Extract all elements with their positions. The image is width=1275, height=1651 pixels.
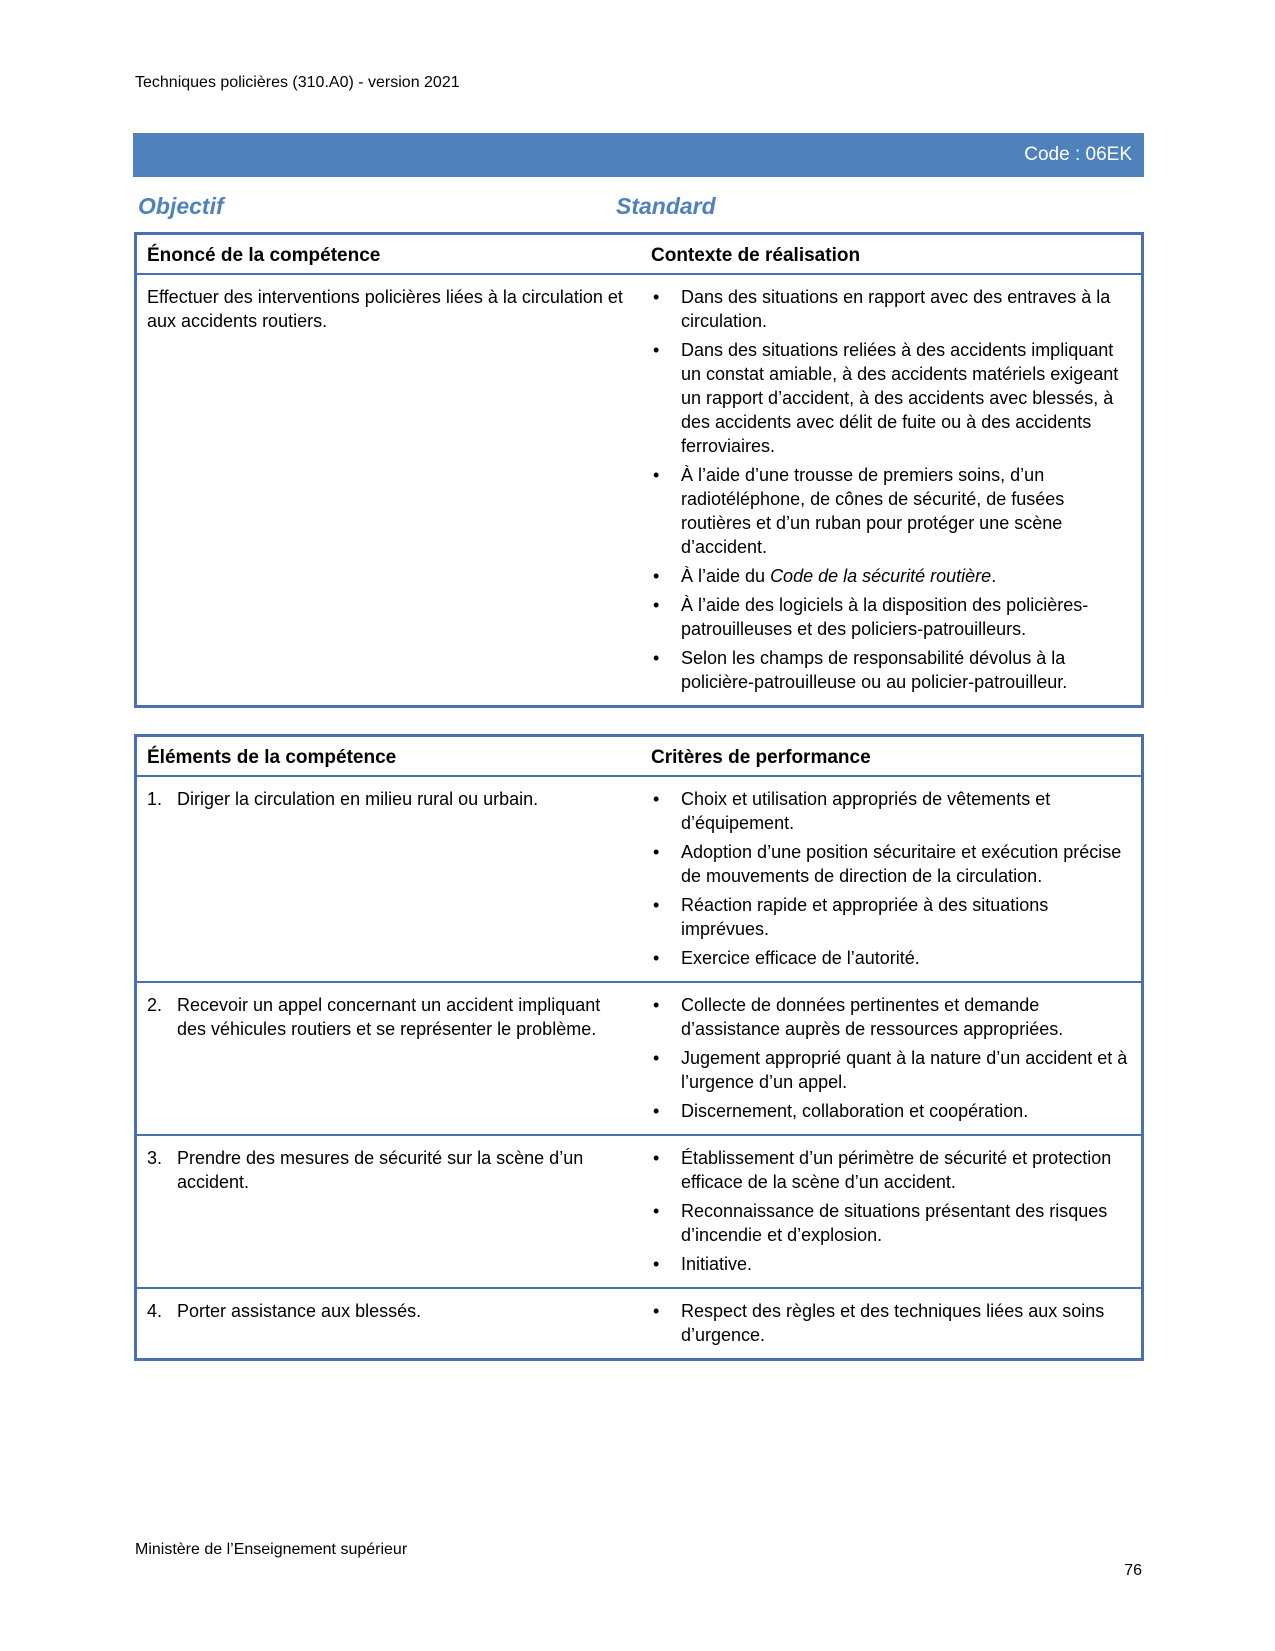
table-row: [136, 776, 1143, 982]
criterion-item: • Choix et utilisation appropriés de vêtements et d’équipement.: [651, 787, 1131, 835]
context-item-suffix: .: [991, 566, 997, 586]
criteria-list: [651, 787, 1131, 970]
standard-heading: Standard: [616, 193, 716, 219]
context-header: Contexte de réalisation: [641, 234, 1143, 275]
criteria-list: [651, 993, 1131, 1123]
criterion-item: • Respect des règles et des techniques liées aux soins d’urgence.: [651, 1299, 1131, 1347]
elements-header: Éléments de la compétence: [136, 736, 642, 777]
section-headings: [133, 193, 1144, 225]
page-number: 76: [1124, 1562, 1142, 1579]
competence-statement: Effectuer des interventions policières liées à la circulation et aux accidents routiers.: [147, 287, 623, 331]
criterion-item: • Initiative.: [651, 1252, 1131, 1276]
competence-statement-table: [134, 232, 1144, 708]
context-item: • À l’aide des logiciels à la disposition des policières-patrouilleuses et des policiers-patrouilleurs.: [651, 593, 1131, 641]
competency-code: Code : 06EK: [1024, 144, 1132, 165]
element-text: Recevoir un appel concernant un accident impliquant des véhicules routiers et se représenter le problème.: [177, 995, 601, 1039]
criterion-item: • Réaction rapide et appropriée à des situations imprévues.: [651, 893, 1131, 941]
element-text: Porter assistance aux blessés.: [177, 1301, 422, 1321]
context-item: • Dans des situations reliées à des accidents impliquant un constat amiable, à des accidents matériels exigeant un rapport d’accident, à des accidents avec blessés, à des accidents avec délit de fuite ou à des accidents ferroviaires.: [651, 338, 1131, 458]
competence-element: [147, 1146, 631, 1194]
element-text: Prendre des mesures de sécurité sur la scène d’un accident.: [177, 1148, 584, 1192]
element-number: 4.: [147, 1301, 163, 1321]
criterion-item: • Discernement, collaboration et coopération.: [651, 1099, 1131, 1123]
competence-element: [147, 993, 631, 1041]
context-item: • Dans des situations en rapport avec des entraves à la circulation.: [651, 285, 1131, 333]
table-row: [136, 982, 1143, 1135]
criteria-list: [651, 1299, 1131, 1347]
criterion-item: • Reconnaissance de situations présentant des risques d’incendie et d’explosion.: [651, 1199, 1131, 1247]
footer-ministry: Ministère de l’Enseignement supérieur: [135, 1541, 408, 1558]
context-item: • À l’aide d’une trousse de premiers soins, d’un radiotéléphone, de cônes de sécurité, de fusées routières et d’un ruban pour protéger une scène d’accident.: [651, 463, 1131, 559]
context-list: [651, 285, 1131, 694]
criteria-list: [651, 1146, 1131, 1276]
competence-element: [147, 1299, 631, 1323]
context-item-prefix: À l’aide du: [681, 566, 771, 586]
statement-header: Énoncé de la compétence: [136, 234, 642, 275]
criterion-item: • Jugement approprié quant à la nature d’un accident et à l’urgence d’un appel.: [651, 1046, 1131, 1094]
criterion-item: • Adoption d’une position sécuritaire et exécution précise de mouvements de direction de la circulation.: [651, 840, 1131, 888]
element-number: 1.: [147, 789, 163, 809]
element-text: Diriger la circulation en milieu rural ou urbain.: [177, 789, 539, 809]
context-item: • Selon les champs de responsabilité dévolus à la policière-patrouilleuse ou au policier-patrouilleur.: [651, 646, 1131, 694]
code-bar: [133, 133, 1144, 177]
criterion-item: • Collecte de données pertinentes et demande d’assistance auprès de ressources appropriées.: [651, 993, 1131, 1041]
competence-element: [147, 787, 631, 811]
document-header: Techniques policières (310.A0) - version 2021: [135, 74, 460, 91]
context-item-italic: Code de la sécurité routière: [770, 566, 992, 586]
criterion-item: • Exercice efficace de l’autorité.: [651, 946, 1131, 970]
table-row: [136, 1135, 1143, 1288]
context-item: [651, 564, 1131, 588]
elements-criteria-table: [134, 734, 1144, 1361]
objective-heading: Objectif: [138, 193, 224, 219]
element-number: 3.: [147, 1148, 163, 1168]
table-row: [136, 1288, 1143, 1360]
element-number: 2.: [147, 995, 163, 1015]
criteria-header: Critères de performance: [641, 736, 1143, 777]
context-cell: [641, 274, 1143, 707]
criterion-item: • Établissement d’un périmètre de sécurité et protection efficace de la scène d’un accident.: [651, 1146, 1131, 1194]
